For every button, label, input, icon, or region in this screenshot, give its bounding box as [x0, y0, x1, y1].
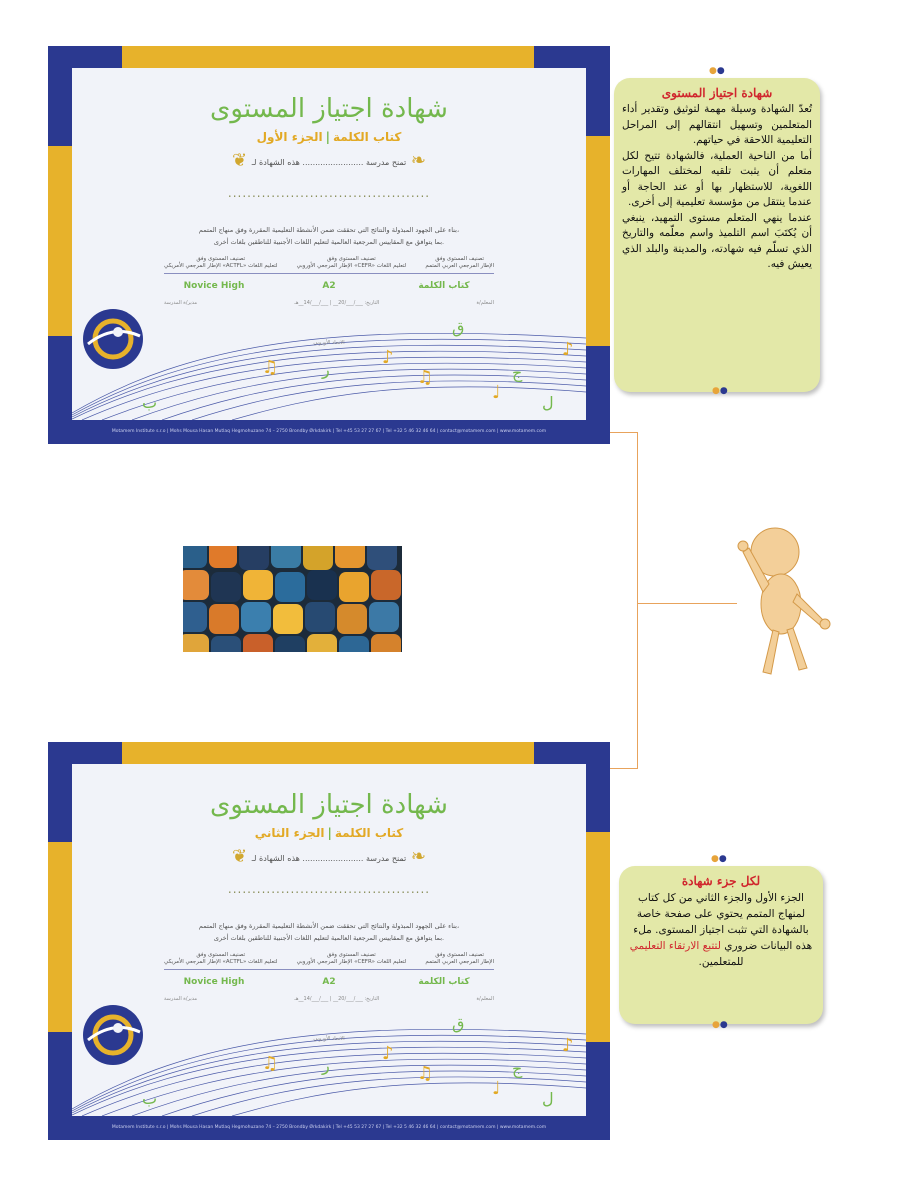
signature-row: [164, 300, 494, 306]
connector-line: [637, 603, 737, 604]
gold-band-left: [48, 842, 72, 1032]
connector-line: [610, 768, 638, 769]
divider: [164, 273, 494, 274]
certificate-title: شهادة اجتياز المستوى: [210, 94, 448, 124]
svg-text:♫: ♫: [262, 357, 279, 378]
certificate-subtitle: كتاب الكلمة|الجزء الأول: [256, 130, 402, 144]
almotamem-logo: [78, 1000, 148, 1070]
svg-text:ر: ر: [322, 360, 330, 379]
connector-line: [610, 432, 638, 433]
note-text: الجزء الأول والجزء الثاني من كل كتاب لمنهاج المتمم يحتوي على صفحة خاصة بالشهادة التي تثبت اجتياز المستوى. ملء هذه البيانات ضروري: [633, 892, 813, 952]
gold-band-top: [122, 46, 534, 68]
laurel-icon: ❦: [232, 846, 248, 867]
laurel-icon: ❧: [410, 846, 426, 867]
level-column-actfl: تصنيف المستوى وفق الإطار المرجعي الأمريكي «ACTFL» لتعليم اللغات: [164, 256, 278, 269]
svg-text:ل: ل: [542, 393, 554, 412]
svg-text:♩: ♩: [492, 382, 501, 403]
divider: [164, 969, 494, 970]
book-name: كتاب الكلمة: [332, 130, 402, 144]
level-value-arabic: كتاب الكلمة: [418, 281, 470, 291]
svg-text:ق: ق: [452, 1014, 465, 1033]
note-heading: شهادة اجتياز المستوى: [661, 86, 773, 100]
svg-text:ل: ل: [542, 1089, 554, 1108]
level-value-arabic: كتاب الكلمة: [418, 977, 470, 987]
note-dots-icon: ●●: [711, 854, 727, 864]
certificate-footer: Motamem Institute s.r.o | Mohs Mousa Hasan Mutlaq Hegmohuzane 74 – 2750 Brondby Ørkdakirk | Tel +45 53 27 27 67 | Tel +32 5 46 32 46 64 | contact@motamem.com | www.motamem.com: [111, 1125, 547, 1130]
level-value-actfl: Novice High: [183, 977, 245, 987]
svg-text:♫: ♫: [417, 367, 434, 388]
date-field: التاريخ: ___/___/20__ | ___/___/14__هـ: [294, 996, 380, 1002]
gold-band-top: [122, 742, 534, 764]
note-dots-icon: ●●: [712, 386, 728, 396]
svg-text:♫: ♫: [262, 1053, 279, 1074]
note-dots-icon: ●●: [709, 66, 725, 76]
svg-text:♪: ♪: [562, 1035, 574, 1056]
book-name: كتاب الكلمة: [334, 826, 404, 840]
level-values: [164, 977, 494, 987]
svg-text:ب: ب: [142, 1089, 158, 1108]
note-heading: لكل جزء شهادة: [681, 874, 761, 888]
svg-text:ق: ق: [452, 318, 465, 337]
note-highlight: لتتبع الارتقاء التعليمي: [629, 940, 721, 952]
note-paragraph: أما من الناحية العملية، فالشهادة تتيح لكل متعلم أن يثبت تلقيه لمختلف المهارات اللغوية، للاستظهار بها أو عند الحاجة أو عندما ينتقل من مؤسسة تعليمية إلى أخرى.: [622, 149, 812, 208]
level-columns: [164, 952, 494, 966]
signature-row: [164, 996, 494, 1002]
level-column-arabic: تصنيف المستوى وفق الإطار المرجعي العربي المتمم: [425, 952, 494, 965]
svg-text:ج: ج: [512, 363, 523, 382]
eu-caption: الاتحاد الأوروبي: [313, 1036, 345, 1042]
eu-caption: الاتحاد الأوروبي: [313, 340, 345, 346]
thinking-figure-icon: [733, 522, 833, 682]
certificate-paper: [72, 68, 586, 420]
book-part: الجزء الأول: [256, 130, 323, 144]
note-dots-icon: ●●: [712, 1020, 728, 1030]
level-column-arabic: تصنيف المستوى وفق الإطار المرجعي العربي المتمم: [425, 256, 494, 269]
svg-text:♪: ♪: [382, 1043, 394, 1064]
book-part: الجزء الثاني: [254, 826, 325, 840]
svg-text:ر: ر: [322, 1056, 330, 1075]
level-column-cefr: تصنيف المستوى وفق الإطار المرجعي الأوروبي «CEFR» لتعليم اللغات: [296, 952, 407, 965]
music-staff-waves: [72, 303, 586, 420]
teacher-signature: المعلم/ة: [476, 996, 494, 1002]
teacher-signature: المعلم/ة: [476, 300, 494, 306]
note-paragraph: تُعدّ الشهادة وسيلة مهمة لتوثيق وتقدير أداء المتعلمين وتسهيل انتقالهم إلى المراحل التعليمية اللاحقة في حياتهم.: [622, 103, 812, 146]
laurel-icon: ❧: [410, 150, 426, 171]
svg-text:♪: ♪: [562, 339, 574, 360]
gold-band-left: [48, 146, 72, 336]
student-name-field: ..........................................: [227, 186, 431, 200]
date-field: التاريخ: ___/___/20__ | ___/___/14__هـ: [294, 300, 380, 306]
note-certificate-info: [614, 78, 820, 392]
certificate-paper: [72, 764, 586, 1116]
certificate-footer: Motamem Institute s.r.o | Mohs Mousa Hasan Mutlaq Hegmohuzane 74 – 2750 Brondby Ørkdakirk | Tel +45 53 27 27 67 | Tel +32 5 46 32 46 64 | contact@motamem.com | www.motamem.com: [111, 429, 547, 434]
level-value-cefr: A2: [322, 281, 336, 291]
svg-text:♫: ♫: [417, 1063, 434, 1084]
note-paragraph: عندما ينهي المتعلم مستوى التمهيد، ينبغي أن يُكتَبَ اسم التلميذ واسم معلّمه والتاريخ الذي تسلّم فيه شهادته، والمدينة والبلد الذي يعيش فيه.: [622, 211, 812, 270]
gold-band-right: [586, 136, 610, 346]
certificate-part-two: [48, 742, 610, 1140]
body-text-line-2: بما يتوافق مع المقاييس المرجعية العالمية لتعليم اللغات الأجنبية للناطقين بلغات أخرى.: [213, 238, 445, 246]
body-text-line-1: بناء على الجهود المبذولة والنتائج التي تحققت ضمن الأنشطة التعليمية المقررة وفق منهاج المتمم،: [198, 922, 460, 930]
certificate-part-one: [48, 46, 610, 444]
level-column-actfl: تصنيف المستوى وفق الإطار المرجعي الأمريكي «ACTFL» لتعليم اللغات: [164, 952, 278, 965]
svg-text:♪: ♪: [382, 347, 394, 368]
note-paragraph: [627, 890, 815, 970]
note-each-part: [619, 866, 823, 1024]
level-columns: [164, 256, 494, 270]
gold-band-right: [586, 832, 610, 1042]
principal-signature: مدير/ة المدرسة: [164, 996, 198, 1002]
body-text-line-1: بناء على الجهود المبذولة والنتائج التي تحققت ضمن الأنشطة التعليمية المقررة وفق منهاج المتمم،: [198, 226, 460, 234]
music-staff-waves: [72, 999, 586, 1116]
principal-signature: مدير/ة المدرسة: [164, 300, 198, 306]
almotamem-logo: [78, 304, 148, 374]
level-value-actfl: Novice High: [183, 281, 245, 291]
svg-text:ج: ج: [512, 1059, 523, 1078]
student-name-field: ..........................................: [227, 882, 431, 896]
body-text-line-2: بما يتوافق مع المقاييس المرجعية العالمية لتعليم اللغات الأجنبية للناطقين بلغات أخرى.: [213, 934, 445, 942]
certificate-subtitle: كتاب الكلمة|الجزء الثاني: [254, 826, 404, 840]
tile-mosaic-image: [183, 546, 402, 652]
svg-text:ب: ب: [142, 393, 158, 412]
grant-line: تمنح مدرسة ........................ هذه الشهادة لـ: [251, 158, 407, 167]
laurel-icon: ❦: [232, 150, 248, 171]
level-column-cefr: تصنيف المستوى وفق الإطار المرجعي الأوروبي «CEFR» لتعليم اللغات: [296, 256, 407, 269]
svg-text:♩: ♩: [492, 1078, 501, 1099]
certificate-title: شهادة اجتياز المستوى: [210, 790, 448, 820]
grant-line: تمنح مدرسة ........................ هذه الشهادة لـ: [251, 854, 407, 863]
level-values: [164, 281, 494, 291]
connector-line: [637, 432, 638, 768]
level-value-cefr: A2: [322, 977, 336, 987]
note-tail: للمتعلمين.: [698, 956, 744, 968]
